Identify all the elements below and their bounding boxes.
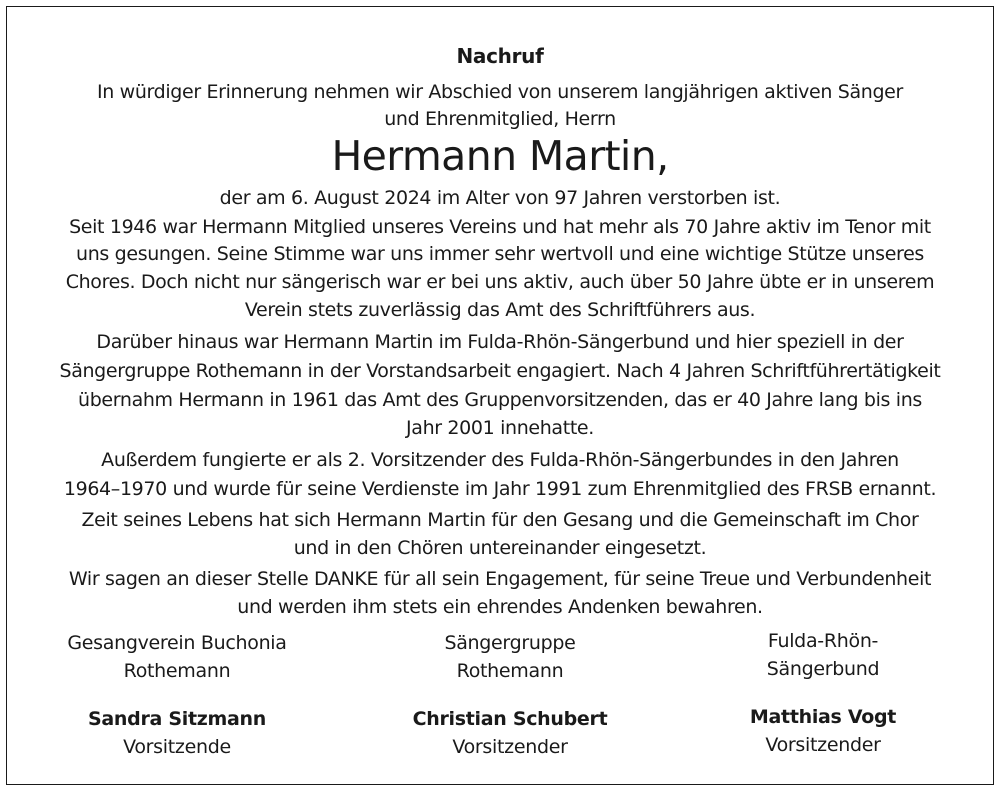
intro-line: In würdiger Erinnerung nehmen wir Abschied von unserem langjährigen aktiven Sänger — [97, 81, 903, 103]
body-line: Wir sagen an dieser Stelle DANKE für all sein Engagement, für seine Treue und Verbundenheit — [68, 568, 932, 590]
signatory-role: Vorsitzender — [452, 736, 568, 758]
body-line: Jahr 2001 innehatte. — [406, 417, 594, 439]
body-line: Seit 1946 war Hermann Mitglied unseres Vereins und hat mehr als 70 Jahre aktiv im Tenor mit — [69, 216, 931, 238]
body-line: der am 6. August 2024 im Alter von 97 Jahren verstorben ist. — [219, 187, 781, 209]
intro-line: und Ehrenmitglied, Herrn — [384, 108, 616, 130]
body-line: Sängergruppe Rothemann in der Vorstandsarbeit engagiert. Nach 4 Jahren Schriftführertätigkeit — [59, 360, 941, 382]
obituary-notice — [6, 6, 994, 785]
organization-line: Rothemann — [456, 660, 564, 682]
body-line: 1964–1970 und wurde für seine Verdienste im Jahr 1991 zum Ehrenmitglied des FRSB ernannt. — [63, 478, 937, 500]
signature-person-block — [27, 705, 327, 761]
body-line: Chores. Doch nicht nur sängerisch war er bei uns aktiv, auch über 50 Jahre übte er in unserem — [65, 271, 935, 293]
body-line: und in den Chören untereinander eingesetzt. — [293, 537, 707, 559]
signatory-name: Sandra Sitzmann — [88, 708, 266, 730]
body-line: Verein stets zuverlässig das Amt des Schriftführers aus. — [244, 299, 756, 321]
deceased-name: Hermann Martin, — [331, 132, 669, 180]
body-line: und werden ihm stets ein ehrendes Andenken bewahren. — [237, 596, 763, 618]
body-line: uns gesungen. Seine Stimme war uns immer sehr wertvoll und eine wichtige Stütze unseres — [76, 243, 924, 265]
organization-line: Fulda-Rhön- — [767, 630, 879, 652]
organization-line: Rothemann — [123, 660, 231, 682]
signature-organization — [360, 629, 660, 685]
body-line: übernahm Hermann in 1961 das Amt des Gruppenvorsitzenden, das er 40 Jahre lang bis ins — [78, 389, 922, 411]
organization-line: Gesangverein Buchonia — [67, 632, 287, 654]
organization-line: Sängerbund — [766, 658, 880, 680]
signature-person-block — [673, 703, 973, 759]
signature-organization — [27, 629, 327, 685]
notice-heading: Nachruf — [456, 44, 544, 68]
body-line: Zeit seines Lebens hat sich Hermann Martin für den Gesang und die Gemeinschaft im Chor — [81, 509, 919, 531]
signature-person-block — [360, 705, 660, 761]
body-line: Außerdem fungierte er als 2. Vorsitzender des Fulda-Rhön-Sängerbundes in den Jahren — [101, 449, 899, 471]
signatory-role: Vorsitzender — [765, 734, 881, 756]
signatory-role: Vorsitzende — [123, 736, 231, 758]
organization-line: Sängergruppe — [444, 632, 576, 654]
signatory-name: Matthias Vogt — [749, 706, 897, 728]
body-line: Darüber hinaus war Hermann Martin im Fulda-Rhön-Sängerbund und hier speziell in der — [96, 331, 904, 353]
signature-organization — [673, 627, 973, 683]
signatory-name: Christian Schubert — [412, 708, 608, 730]
